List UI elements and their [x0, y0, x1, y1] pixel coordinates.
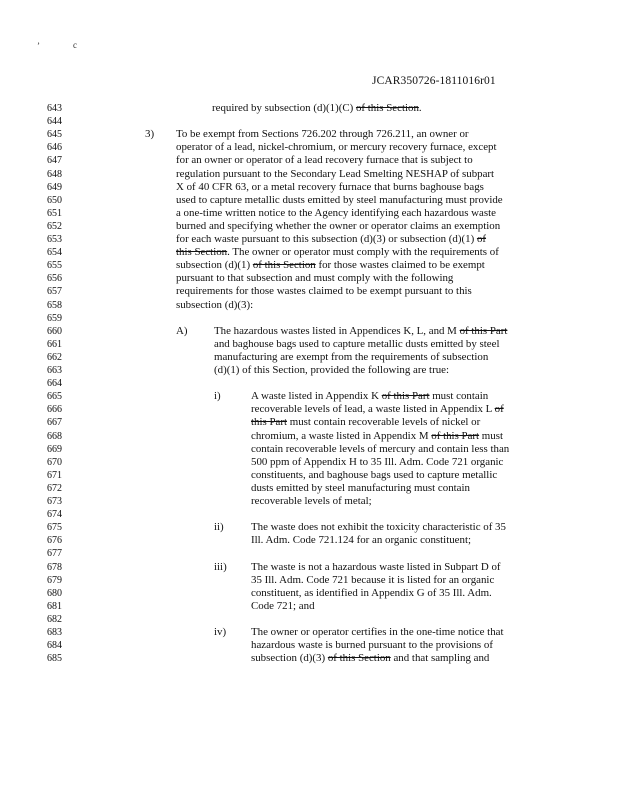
document-line — [0, 534, 618, 547]
text-segment: 500 ppm of Appendix H to 35 Ill. Adm. Code 721 organic — [251, 455, 504, 468]
text-segment: must contain recoverable levels of nickel or — [287, 416, 481, 429]
document-line — [0, 469, 618, 482]
document-line — [0, 377, 618, 390]
line-number: 647 — [47, 155, 62, 167]
struck-text: of this Section — [252, 259, 316, 272]
document-line — [0, 299, 618, 312]
text-segment: (d)(1) of this Section, provided the following are true: — [214, 364, 449, 376]
line-number: 644 — [47, 116, 62, 128]
document-line — [0, 482, 618, 495]
document-line — [0, 613, 618, 626]
text-segment: recoverable levels of lead, a waste listed in Appendix L — [251, 403, 495, 416]
text-segment: The hazardous wastes listed in Appendices K, L, and M — [214, 324, 460, 337]
document-line — [0, 246, 618, 259]
struck-text: of this Part — [459, 324, 508, 337]
line-text — [251, 443, 509, 456]
text-segment: regulation pursuant to the Secondary Lead Smelting NESHAP of subpart — [176, 167, 495, 180]
line-number: 670 — [47, 456, 62, 468]
line-text — [176, 181, 484, 194]
document-line — [0, 652, 618, 665]
document-line — [0, 521, 618, 534]
line-text — [251, 521, 506, 534]
line-number: 673 — [47, 496, 62, 507]
document-line — [0, 364, 618, 377]
line-text — [212, 102, 422, 115]
line-text — [251, 403, 504, 416]
line-text — [251, 390, 488, 403]
line-text — [251, 416, 480, 429]
document-line — [0, 272, 618, 285]
line-number: 681 — [47, 600, 62, 612]
scan-mark: ’ — [37, 41, 40, 51]
scan-mark: c — [73, 40, 77, 50]
line-text — [214, 364, 449, 377]
text-segment: used to capture metallic dusts emitted by steel manufacturing must provide — [176, 193, 503, 206]
line-number: 680 — [47, 587, 62, 599]
line-text — [251, 574, 494, 587]
text-segment: for each waste pursuant to this subsection (d)(3) or subsection (d)(1) — [176, 233, 477, 245]
line-number: 654 — [47, 247, 62, 259]
line-number: 645 — [47, 129, 62, 141]
line-text — [176, 141, 497, 154]
line-text — [176, 220, 500, 233]
line-number: 664 — [47, 378, 62, 390]
text-segment: subsection (d)(3) — [251, 652, 328, 665]
line-text — [214, 325, 507, 338]
line-text — [251, 482, 470, 495]
document-line — [0, 220, 618, 233]
subsection-label: iii) — [214, 560, 227, 573]
document-line — [0, 416, 618, 429]
text-segment: X of 40 CFR 63, or a metal recovery furnace that burns baghouse bags — [176, 180, 484, 193]
document-line — [0, 154, 618, 167]
line-number: 660 — [47, 325, 62, 337]
document-line — [0, 639, 618, 652]
text-segment: requirements for those wastes claimed to be exempt pursuant to this — [176, 285, 472, 298]
line-text — [176, 168, 494, 181]
text-segment: The waste does not exhibit the toxicity characteristic of 35 — [251, 521, 506, 534]
line-number: 669 — [47, 443, 62, 455]
line-number: 671 — [47, 469, 62, 481]
text-segment: chromium, a waste listed in Appendix M — [251, 429, 432, 442]
line-number: 653 — [47, 234, 62, 245]
document-line — [0, 587, 618, 600]
text-segment: subsection (d)(1) — [176, 259, 253, 272]
line-number: 651 — [47, 207, 62, 219]
document-line — [0, 325, 618, 338]
line-text — [251, 534, 471, 547]
line-text — [214, 351, 488, 364]
line-text — [251, 495, 372, 508]
subsection-label: A) — [176, 324, 188, 337]
subsection-label: 3) — [145, 128, 155, 141]
text-segment: and that sampling and — [390, 652, 490, 665]
line-number: 674 — [47, 509, 62, 521]
text-segment: Code 721; and — [251, 599, 315, 612]
text-segment: constituents, and baghouse bags used to capture metallic — [251, 468, 498, 481]
subsection-label: ii) — [214, 521, 224, 534]
line-text — [251, 652, 489, 665]
line-number: 666 — [47, 404, 62, 416]
document-line — [0, 194, 618, 207]
line-text — [251, 639, 493, 652]
line-text — [176, 285, 472, 298]
line-number: 685 — [47, 653, 62, 665]
text-segment: manufacturing are exempt from the requirements of subsection — [214, 350, 489, 363]
line-number: 662 — [47, 351, 62, 363]
text-segment: recoverable levels of metal; — [251, 495, 372, 507]
line-number: 672 — [47, 482, 62, 494]
line-number: 650 — [47, 194, 62, 206]
line-text — [251, 561, 501, 574]
line-number: 652 — [47, 220, 62, 232]
document-line — [0, 141, 618, 154]
document-line — [0, 626, 618, 639]
document-line — [0, 390, 618, 403]
document-id-header: JCAR350726-1811016r01 — [372, 75, 496, 87]
text-segment: for those wastes claimed to be exempt — [315, 259, 485, 272]
struck-text: of this Section — [327, 652, 391, 665]
document-line — [0, 102, 618, 115]
line-text — [176, 207, 496, 220]
text-segment: constituent, as identified in Appendix G of 35 Ill. Adm. — [251, 586, 492, 599]
line-number: 658 — [47, 299, 62, 311]
text-segment: for an owner or operator of a lead recovery furnace that is subject to — [176, 154, 473, 167]
line-text — [176, 128, 469, 141]
struck-text: of this Part — [381, 390, 430, 403]
line-number: 677 — [47, 548, 62, 560]
line-text — [176, 154, 473, 167]
text-segment: Ill. Adm. Code 721.124 for an organic constituent; — [251, 534, 471, 547]
line-text — [251, 430, 503, 443]
line-number: 661 — [47, 338, 62, 350]
line-number: 646 — [47, 142, 62, 154]
line-text — [251, 600, 315, 613]
document-line — [0, 561, 618, 574]
line-number: 643 — [47, 103, 62, 114]
document-line — [0, 430, 618, 443]
line-number: 683 — [47, 627, 62, 638]
text-segment: must — [479, 429, 503, 442]
line-text — [176, 233, 486, 246]
document-line — [0, 403, 618, 416]
text-segment: . — [418, 102, 422, 114]
line-number: 656 — [47, 273, 62, 285]
text-segment: A waste listed in Appendix K — [251, 390, 382, 403]
document-line — [0, 181, 618, 194]
text-segment: burned and specifying whether the owner or operator claims an exemption — [176, 219, 501, 232]
subsection-label: i) — [214, 390, 221, 403]
text-segment: To be exempt from Sections 726.202 through 726.211, an owner or — [176, 128, 469, 141]
line-text — [251, 587, 492, 600]
struck-text: of this Part — [431, 429, 480, 442]
line-number: 679 — [47, 574, 62, 586]
document-line — [0, 312, 618, 325]
line-text — [176, 299, 253, 312]
text-segment: subsection (d)(3): — [176, 298, 254, 311]
line-number: 663 — [47, 365, 62, 376]
line-number: 682 — [47, 613, 62, 625]
text-segment: operator of a lead, nickel-chromium, or mercury recovery furnace, except — [176, 141, 497, 154]
document-line — [0, 443, 618, 456]
line-number: 648 — [47, 168, 62, 180]
line-text — [214, 338, 500, 351]
line-text — [176, 246, 499, 259]
line-number: 667 — [47, 417, 62, 429]
document-line — [0, 259, 618, 272]
text-segment: 35 Ill. Adm. Code 721 because it is listed for an organic — [251, 573, 495, 586]
text-segment: The owner or operator certifies in the one-time notice that — [251, 626, 504, 638]
struck-text: of — [476, 233, 487, 245]
document-line — [0, 351, 618, 364]
document-line — [0, 547, 618, 560]
struck-text: of — [494, 403, 504, 416]
line-text — [251, 469, 497, 482]
line-text — [176, 272, 453, 285]
line-text — [176, 259, 485, 272]
text-segment: dusts emitted by steel manufacturing must contain — [251, 481, 470, 494]
document-line — [0, 207, 618, 220]
text-segment: pursuant to that subsection and must comply with the following — [176, 272, 454, 285]
struck-text: this Section — [176, 246, 228, 259]
line-number: 665 — [47, 391, 62, 403]
line-text — [251, 456, 503, 469]
line-number: 657 — [47, 286, 62, 298]
text-segment: and baghouse bags used to capture metallic dusts emitted by steel — [214, 337, 500, 350]
line-number: 659 — [47, 312, 62, 324]
struck-text: of this Section — [355, 102, 419, 114]
document-line — [0, 338, 618, 351]
document-line — [0, 285, 618, 298]
text-segment: . The owner or operator must comply with the requirements of — [227, 246, 499, 259]
text-segment: contain recoverable levels of mercury and contain less than — [251, 442, 510, 455]
document-line — [0, 115, 618, 128]
line-number: 668 — [47, 430, 62, 442]
text-segment: hazardous waste is burned pursuant to the provisions of — [251, 639, 493, 652]
text-segment: The waste is not a hazardous waste listed in Subpart D of — [251, 560, 501, 573]
text-segment: a one-time written notice to the Agency identifying each hazardous waste — [176, 206, 496, 219]
line-text — [251, 626, 504, 639]
struck-text: this Part — [251, 416, 288, 429]
line-number: 675 — [47, 522, 62, 534]
subsection-label: iv) — [214, 626, 227, 638]
document-line — [0, 574, 618, 587]
document-line — [0, 495, 618, 508]
line-number: 676 — [47, 535, 62, 547]
document-line — [0, 128, 618, 141]
document-line — [0, 168, 618, 181]
text-segment: must contain — [429, 390, 489, 403]
document-line — [0, 233, 618, 246]
line-number: 678 — [47, 561, 62, 573]
line-text — [176, 194, 503, 207]
text-segment: required by subsection (d)(1)(C) — [212, 102, 356, 114]
line-number: 655 — [47, 260, 62, 272]
document-line — [0, 600, 618, 613]
line-number: 649 — [47, 181, 62, 193]
document-line — [0, 456, 618, 469]
document-line — [0, 508, 618, 521]
line-number: 684 — [47, 640, 62, 652]
